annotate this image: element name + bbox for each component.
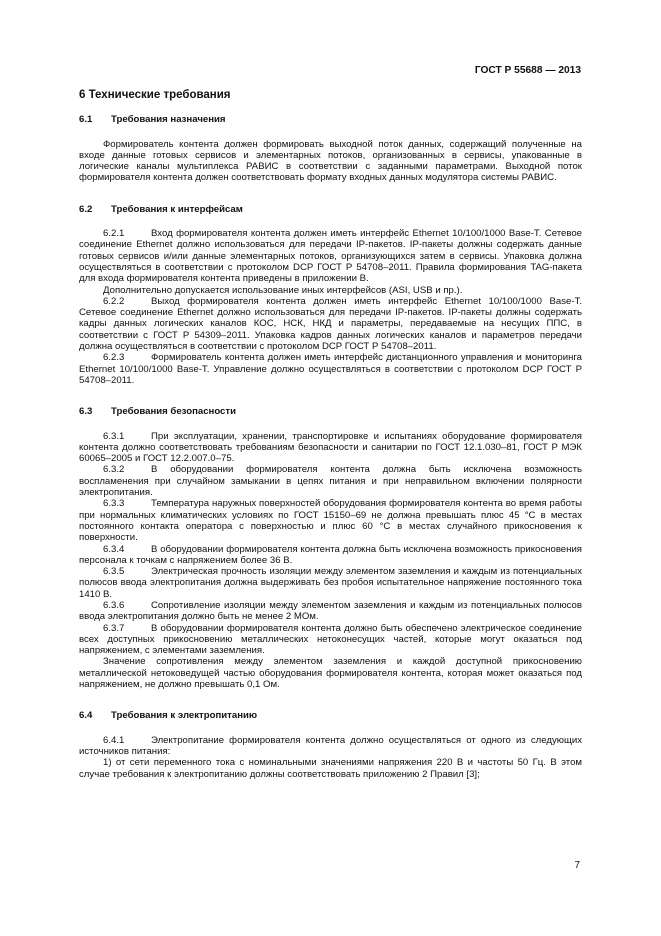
clause-text: В оборудовании формирователя контента должна быть исключена возможность воспламенения при случайном замыкании в цепях питания и при неправильном включении полярности электропитания. [79,464,582,499]
clause-6-3-2 [79,464,582,498]
clause-text: Вход формирователя контента должен иметь интерфейс Ethernet 10/100/1000 Base-T. Сетевое соединение Ethernet должно использоваться для передачи IP-пакетов. IP-пакеты должны содержать данные готовых сервисов и/или данные элементарных потоков, организующихся затем в сервисы. Упаковка должна осуществляться в соответствии с протоколом DCP ГОСТ Р 54708–2011. Правила формирования TAG-пакета для входа формирователя контента приведены в приложении В. [79,228,582,285]
clause-number: 6.3.3 [103,498,125,510]
subsection-number: 6.4 [79,710,93,722]
clause-6-3-7 [79,623,582,657]
clause-6-3-3 [79,498,582,543]
clause-text: Температура наружных поверхностей оборудования формирователя контента во время работы при нормальных климатических условиях по ГОСТ 15150–69 не должна превышать плюс 45 °С в местах постоянного контакта оператора с поверхностью и плюс 60 °С в местах случайного прикосновения к поверхности. [79,498,582,544]
clause-6-4-1 [79,735,582,758]
subsection-title-6-3 [79,406,582,417]
page-number: 7 [574,860,580,871]
clause-text: В оборудовании формирователя контента должна быть исключена возможность прикосновения персонала к точкам с напряжением более 36 В. [79,543,582,566]
subsection-title-6-2 [79,204,582,215]
clause-text: Электрическая прочность изоляции между элементом заземления и каждым из потенциальных полюсов ввода электропитания должна выдерживать без пробоя испытательное напряжение постоянного тока 1410 В. [79,566,582,600]
clause-text: Электропитание формирователя контента должно осуществляться от одного из следующих источников питания: [79,734,582,757]
subsection-title-6-1 [79,114,582,125]
section-title [79,90,582,101]
subsection-number: 6.3 [79,406,93,418]
document-header: ГОСТ Р 55688 — 2013 [474,65,581,76]
subsection-title-text: Требования к интерфейсам [111,203,243,215]
clause-number: 6.3.1 [103,430,125,442]
subsection-title-6-4 [79,710,582,721]
subsection-title-text: Требования назначения [111,114,226,126]
clause-6-2-3 [79,352,582,386]
clause-number: 6.3.4 [103,543,125,555]
clause-number: 6.3.7 [103,622,125,634]
paragraph: Формирователь контента должен формировать выходной поток данных, содержащий полученные на входе данные готовых сервисов и элементарных потоков, организованных в сервисы, упакованные в логические каналы мультиплекса РАВИС в соответствии с заданными параметрами. Выходной поток формирователя контента должен соответствовать формату входных данных модулятора системы РАВИС. [79,138,582,184]
clause-6-3-5 [79,566,582,600]
clause-6-3-6 [79,600,582,623]
subsection-title-text: Требования к электропитанию [111,710,258,722]
clause-text: При эксплуатации, хранении, транспортировке и испытаниях оборудование формирователя контента должно соответствовать требованиям безопасности и санитарии по ГОСТ 12.1.030–81, ГОСТ Р МЭК 60065–2005 и ГОСТ 12.2.007.0–75. [79,430,582,465]
subsection-number: 6.1 [79,114,93,126]
clause-text: Выход формирователя контента должен иметь интерфейс Ethernet 10/100/1000 Base-T. Сетевое соединение Ethernet должно использоваться для передачи IP-пакетов. IP-пакеты должны содержать кадры данных логических каналов КОС, НСК, НКД и параметры, передаваемые на несущих ППС, в соответствии с ГОСТ Р 54309–2011. Упаковка кадров данных логических каналов и параметров передачи должна осуществляться в соответствии с протоколом DCP ГОСТ Р 54708–2011. [79,295,582,353]
clause-text: Сопротивление изоляции между элементом заземления и каждым из потенциальных полюсов ввода электропитания должно быть не менее 2 МОм. [79,599,582,623]
clause-number: 6.2.3 [103,352,125,364]
clause-number: 6.2.1 [103,228,125,240]
subsection-title-text: Требования безопасности [111,406,236,418]
subsection-number: 6.2 [79,203,93,215]
clause-6-2-2 [79,296,582,352]
clause-6-2-1 [79,228,582,284]
section-title-text: Технические требования [88,89,231,101]
clause-text: Формирователь контента должен иметь интерфейс дистанционного управления и мониторинга Ethernet 10/100/1000 Base-T. Управление должно осуществляться в соответствии с протоколом DCP ГОСТ Р 54708–2011. [79,352,582,386]
section-number: 6 [79,89,86,101]
clause-number: 6.3.6 [103,599,125,611]
paragraph: Дополнительно допускается использование иных интерфейсов (ASI, USB и пр.). [103,284,463,296]
document-body [79,90,582,780]
clause-6-3-4 [79,544,582,567]
clause-number: 6.3.2 [103,464,125,476]
list-item: 1) от сети переменного тока с номинальными значениями напряжения 220 В и частоты 50 Гц. В этом случае требования к электропитанию должны соответствовать приложению 2 Правил [3]; [79,757,582,780]
paragraph: Значение сопротивления между элементом заземления и каждой доступной прикосновению металлической нетоковедущей частью оборудования формирователя контента, которая может оказаться под напряжением, не должно превышать 0,1 Ом. [79,656,582,691]
clause-number: 6.2.2 [103,295,125,307]
clause-text: В оборудовании формирователя контента должно быть обеспечено электрическое соединение всех доступных прикосновению металлических нетоконесущих частей, которые могут оказаться под напряжением, с элементами заземления. [79,622,582,657]
clause-6-3-1 [79,431,582,465]
clause-number: 6.3.5 [103,566,125,578]
clause-number: 6.4.1 [103,734,125,746]
